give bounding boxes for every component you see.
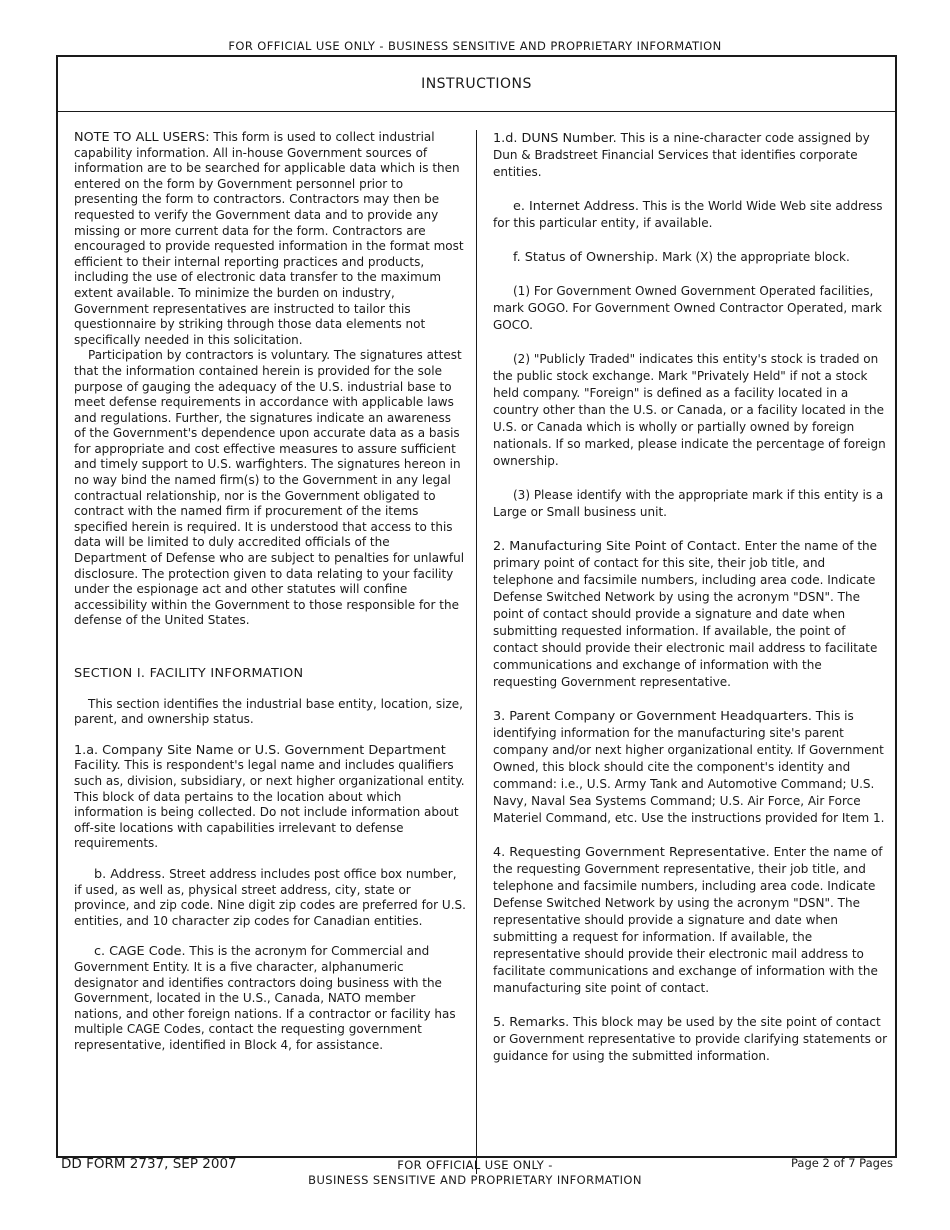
item-1f (493, 249, 888, 266)
item-5 (493, 1014, 888, 1065)
participation-paragraph: Participation by contractors is voluntary. The signatures attest that the information contained herein is provided for the sole purpose of gauging the adequacy of the U.S. industrial base to meet defense requirements in accordance with applicable laws and regulations. Further, the signatures indicate an awareness of the Government's dependence upon accurate data as a basis for appropriate and cost effective measures to assure sufficient and timely support to U.S. warfighters. The signatures hereon in no way bind the named firm(s) to the Government in any legal contractual relationship, nor is the Government obligated to contract with the named firm if procurement of the items specified herein is required. It is understood that access to this data will be limited to duly accredited officials of the Department of Defense who are subject to penalties for unlawful disclosure. The protection given to data relating to your facility under the espionage act and other statutes will confine accessibility within the Government to those responsible for the defense of the United States. (74, 348, 465, 628)
item-1f-lead: f. Status of Ownership. (513, 250, 659, 265)
item-5-text: This block may be used by the site point of contact or Government representative to provide clarifying statements or guidance for using the submitted information. (493, 1015, 888, 1063)
item-5-lead: 5. Remarks. (493, 1015, 570, 1030)
item-2-lead: 2. Manufacturing Site Point of Contact. (493, 539, 741, 554)
item-1f-3: (3) Please identify with the appropriate mark if this entity is a Large or Small business unit. (493, 488, 884, 519)
item-1c-lead: c. CAGE Code. (94, 944, 186, 960)
item-1e-text: This is the World Wide Web site address for this particular entity, if available. (493, 199, 883, 230)
note-to-all-users (74, 130, 466, 348)
item-1d-lead: 1.d. DUNS Number. (493, 131, 617, 146)
instructions-frame (56, 55, 897, 1158)
item-2 (493, 538, 888, 691)
item-4 (493, 844, 888, 997)
page-number: Page 2 of 7 Pages (790, 1156, 893, 1170)
footer-line-1: FOR OFFICIAL USE ONLY - (397, 1158, 553, 1172)
item-1b-text: Street address includes post office box number, if used, as well as, physical street address, city, state or province, and zip code. Nine digit zip codes are preferred for U.S. entities, and 10 character zip codes for Canadian entities. (74, 866, 466, 928)
page-title: INSTRUCTIONS (58, 57, 895, 112)
item-1a (74, 743, 466, 852)
form-identifier: DD FORM 2737, SEP 2007 (61, 1156, 237, 1172)
item-1d (493, 130, 888, 181)
item-2-text: Enter the name of the primary point of contact for this site, their job title, and telephone and facsimile numbers, including area code. Indicate Defense Switched Network by using the acronym "DSN". The point of contact should provide a signature and date when submitting requested information. If available, the point of contact should provide their electronic mail address to facilitate communications and exchange of information with the requesting Government representative. (493, 539, 878, 689)
item-3-lead: 3. Parent Company or Government Headquarters. (493, 709, 812, 724)
item-1a-text: This is respondent's legal name and includes qualifiers such as, division, subsidiary, or next higher organizational entity. This block of data pertains to the location about which information is being collected. Do not include information about off-site locations with capabilities irrelevant to defense requirements. (74, 758, 465, 851)
left-column (74, 130, 466, 1053)
item-1b (74, 867, 466, 929)
item-1c-text: This is the acronym for Commercial and Government Entity. It is a five character, alphanumeric designator and identifies contractors doing business with the Government, located in the U.S., Canada, NATO member nations, and other foreign nations. If a contractor or facility has multiple CAGE Codes, contact the requesting government representative, identified in Block 4, for assistance. (74, 944, 456, 1052)
note-text: This form is used to collect industrial capability information. All in-house Government sources of information are to be searched for applicable data which is then entered on the form by Government personnel prior to presenting the form to contractors. Contractors may then be requested to verify the Government data and to provide any missing or more current data for the form. Contractors are encouraged to provide requested information in the format most efficient to their internal reporting practices and products, including the use of electronic data transfer to the maximum extent available. To minimize the burden on industry, Government representatives are instructed to tailor this questionnaire by striking through those data elements not specifically needed in this solicitation. (74, 130, 464, 347)
item-1d-text: This is a nine-character code assigned by Dun & Bradstreet Financial Services that identifies corporate entities. (493, 131, 870, 179)
item-4-text: Enter the name of the requesting Government representative, their job title, and telephone and facsimile numbers, including area code. Indicate Defense Switched Network by using the acronym "DSN". The representative should provide a signature and date when submitting a request for information. If available, the representative should provide their electronic mail address to facilitate communications and exchange of information with the manufacturing site point of contact. (493, 845, 883, 995)
item-1e-lead: e. Internet Address. (513, 199, 639, 214)
item-1f-1: (1) For Government Owned Government Operated facilities, mark GOGO. For Government Owned Contractor Operated, mark GOCO. (493, 284, 882, 332)
item-3-text: This is identifying information for the manufacturing site's parent company and/or next higher organizational entity. If Government Owned, this block should cite the component's identity and command: i.e., U.S. Army Tank and Automotive Command; U.S. Navy, Naval Sea Systems Command; U.S. Air Force, Air Force Materiel Command, etc. Use the instructions provided for Item 1. (493, 709, 885, 825)
item-3 (493, 708, 888, 827)
item-1a-lead: 1.a. Company Site Name or U.S. Government Department Facility. (74, 742, 446, 774)
section-1-intro: This section identifies the industrial base entity, location, size, parent, and ownership status. (74, 696, 463, 727)
item-1b-lead: b. Address. (94, 866, 166, 882)
section-1-title: SECTION I. FACILITY INFORMATION (74, 666, 304, 681)
item-1f-text: Mark (X) the appropriate block. (658, 250, 850, 264)
item-4-lead: 4. Requesting Government Representative. (493, 845, 770, 860)
right-column (493, 130, 888, 1065)
note-lead: NOTE TO ALL USERS: (74, 130, 210, 145)
column-divider (476, 130, 477, 1174)
item-1e (493, 198, 888, 232)
footer-line-2: BUSINESS SENSITIVE AND PROPRIETARY INFORMATION (308, 1173, 642, 1187)
item-1f-2: (2) "Publicly Traded" indicates this entity's stock is traded on the public stock exchange. Mark "Privately Held" if not a stock held company. "Foreign" is defined as a facility located in a country other than the U.S. or Canada, or a facility located in the U.S. or Canada which is wholly or partially owned by foreign nationals. If so marked, please indicate the percentage of foreign ownership. (493, 352, 886, 468)
top-classification-banner: FOR OFFICIAL USE ONLY - BUSINESS SENSITIVE AND PROPRIETARY INFORMATION (228, 39, 722, 53)
item-1c (74, 944, 466, 1053)
